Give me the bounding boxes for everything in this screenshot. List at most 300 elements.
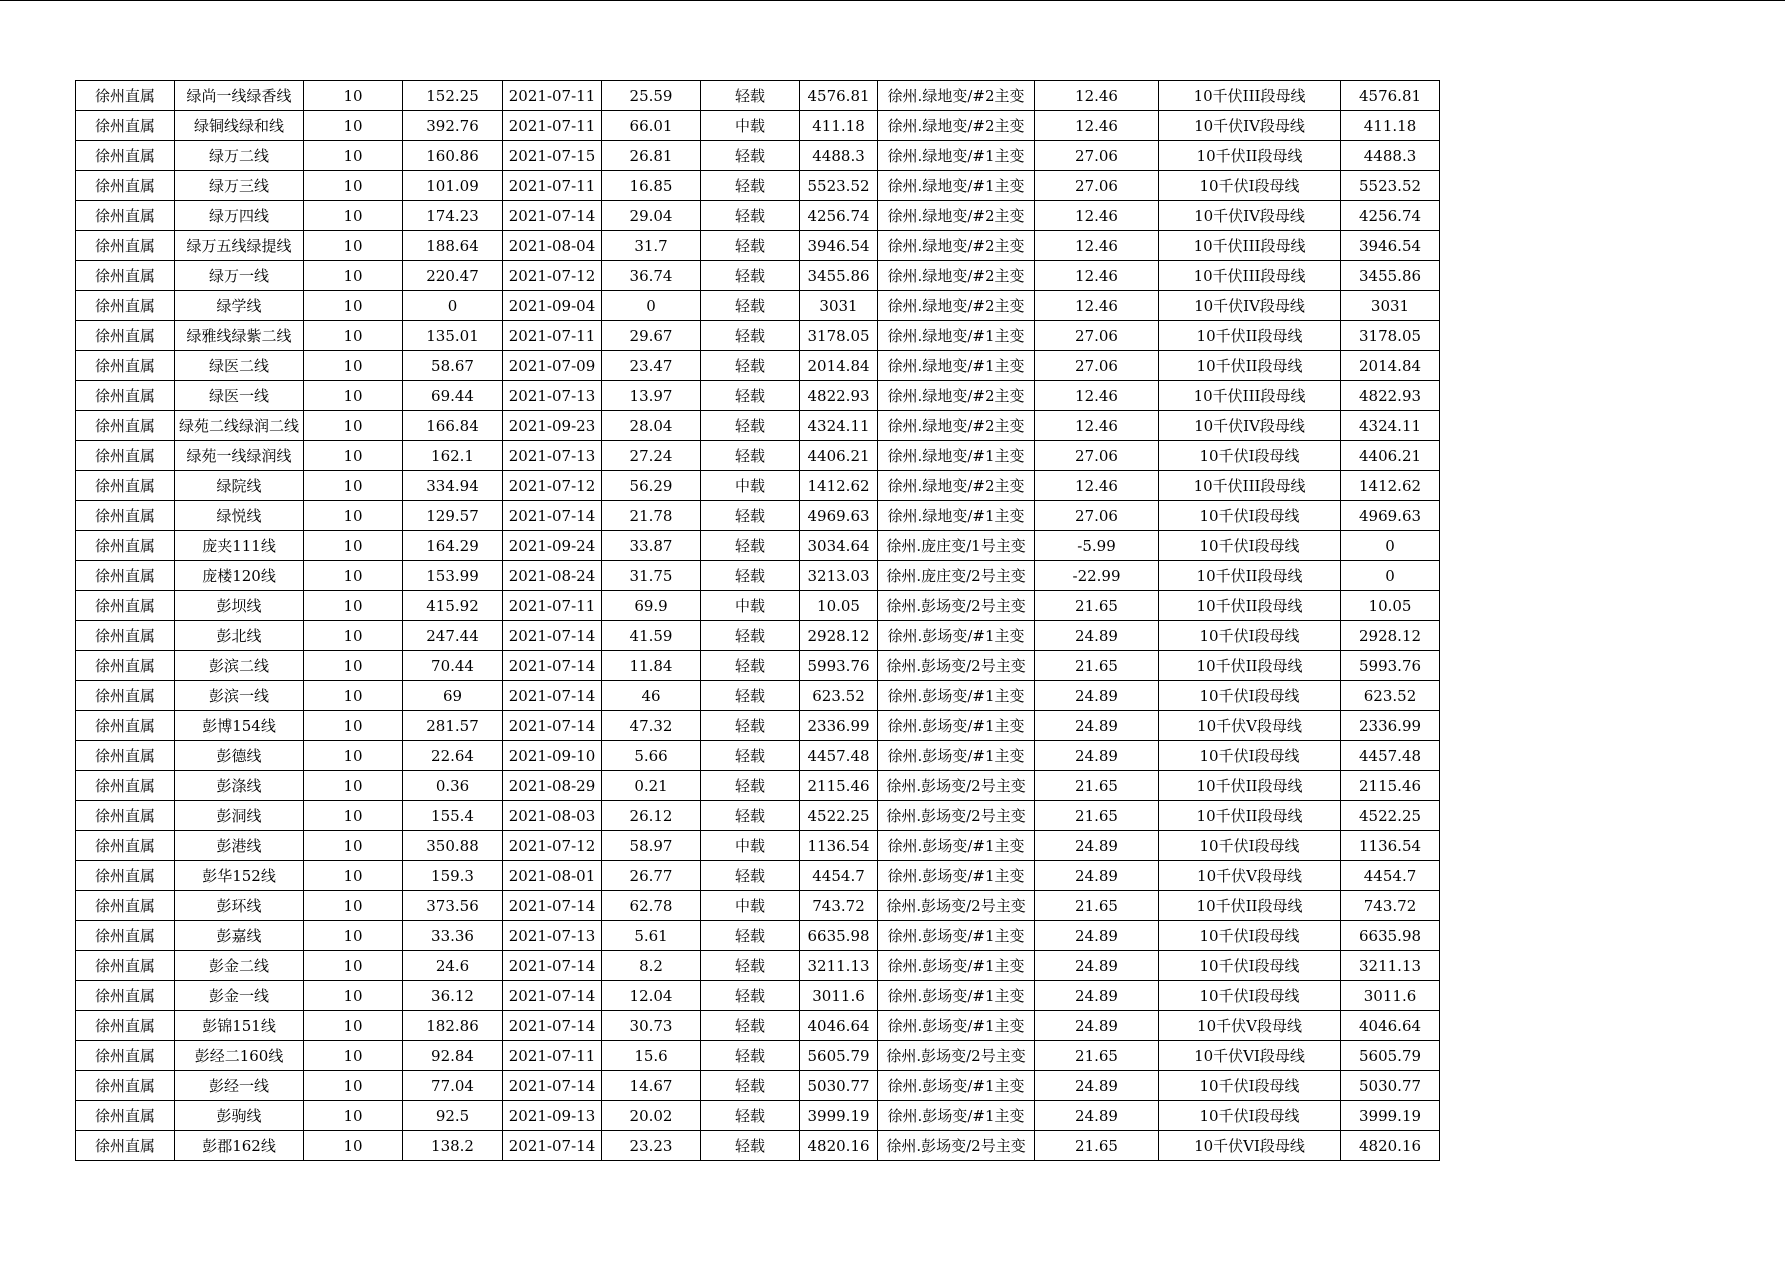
current-cell: 70.44 (403, 651, 503, 681)
line-name-cell: 彭郡162线 (175, 1131, 304, 1161)
line-name-cell: 彭坝线 (175, 591, 304, 621)
company-cell: 徐州直属 (76, 1071, 175, 1101)
date-cell: 2021-09-24 (503, 531, 602, 561)
transformer-margin-cell: 24.89 (1035, 621, 1159, 651)
date-cell: 2021-07-11 (503, 591, 602, 621)
transformer-cell: 徐州.绿地变/#2主变 (878, 201, 1035, 231)
date-cell: 2021-08-29 (503, 771, 602, 801)
date-cell: 2021-07-13 (503, 441, 602, 471)
current-cell: 24.6 (403, 951, 503, 981)
current-cell: 77.04 (403, 1071, 503, 1101)
transformer-margin-cell: 12.46 (1035, 81, 1159, 111)
transformer-margin-cell: 27.06 (1035, 501, 1159, 531)
busbar-cell: 10千伏I段母线 (1159, 741, 1341, 771)
load-rate-cell: 26.12 (602, 801, 701, 831)
date-cell: 2021-07-15 (503, 141, 602, 171)
load-rate-cell: 5.66 (602, 741, 701, 771)
voltage-cell: 10 (304, 411, 403, 441)
feeder-load-table (75, 80, 1440, 1161)
voltage-cell: 10 (304, 321, 403, 351)
date-cell: 2021-07-12 (503, 261, 602, 291)
voltage-cell: 10 (304, 1071, 403, 1101)
company-cell: 徐州直属 (76, 561, 175, 591)
current-cell: 101.09 (403, 171, 503, 201)
load-level-cell: 轻载 (701, 1041, 800, 1071)
page-top-rule (0, 0, 1785, 1)
line-name-cell: 彭北线 (175, 621, 304, 651)
available-capacity-cell: 4046.64 (1341, 1011, 1440, 1041)
available-capacity-cell: 4969.63 (1341, 501, 1440, 531)
available-capacity-cell: 2928.12 (1341, 621, 1440, 651)
capacity-margin-cell: 4046.64 (800, 1011, 878, 1041)
transformer-cell: 徐州.绿地变/#2主变 (878, 381, 1035, 411)
company-cell: 徐州直属 (76, 201, 175, 231)
load-level-cell: 中载 (701, 831, 800, 861)
voltage-cell: 10 (304, 111, 403, 141)
load-rate-cell: 14.67 (602, 1071, 701, 1101)
company-cell: 徐州直属 (76, 291, 175, 321)
available-capacity-cell: 3211.13 (1341, 951, 1440, 981)
load-level-cell: 轻载 (701, 681, 800, 711)
company-cell: 徐州直属 (76, 81, 175, 111)
load-level-cell: 轻载 (701, 411, 800, 441)
available-capacity-cell: 3946.54 (1341, 231, 1440, 261)
load-rate-cell: 26.77 (602, 861, 701, 891)
capacity-margin-cell: 4522.25 (800, 801, 878, 831)
voltage-cell: 10 (304, 261, 403, 291)
company-cell: 徐州直属 (76, 351, 175, 381)
transformer-margin-cell: 27.06 (1035, 351, 1159, 381)
busbar-cell: 10千伏II段母线 (1159, 771, 1341, 801)
company-cell: 徐州直属 (76, 381, 175, 411)
line-name-cell: 彭德线 (175, 741, 304, 771)
capacity-margin-cell: 1136.54 (800, 831, 878, 861)
transformer-cell: 徐州.绿地变/#2主变 (878, 231, 1035, 261)
line-name-cell: 绿尚一线绿香线 (175, 81, 304, 111)
voltage-cell: 10 (304, 171, 403, 201)
busbar-cell: 10千伏IV段母线 (1159, 201, 1341, 231)
line-name-cell: 彭洞线 (175, 801, 304, 831)
table-row (76, 591, 1440, 621)
transformer-margin-cell: 12.46 (1035, 291, 1159, 321)
transformer-cell: 徐州.彭场变/2号主变 (878, 1131, 1035, 1161)
company-cell: 徐州直属 (76, 1131, 175, 1161)
current-cell: 22.64 (403, 741, 503, 771)
date-cell: 2021-07-14 (503, 1071, 602, 1101)
transformer-cell: 徐州.绿地变/#1主变 (878, 351, 1035, 381)
capacity-margin-cell: 6635.98 (800, 921, 878, 951)
transformer-cell: 徐州.彭场变/2号主变 (878, 651, 1035, 681)
current-cell: 166.84 (403, 411, 503, 441)
transformer-margin-cell: 21.65 (1035, 651, 1159, 681)
voltage-cell: 10 (304, 1101, 403, 1131)
line-name-cell: 彭涤线 (175, 771, 304, 801)
transformer-margin-cell: 21.65 (1035, 591, 1159, 621)
table-row (76, 1041, 1440, 1071)
transformer-cell: 徐州.绿地变/#2主变 (878, 471, 1035, 501)
available-capacity-cell: 3999.19 (1341, 1101, 1440, 1131)
table-row (76, 321, 1440, 351)
load-level-cell: 轻载 (701, 741, 800, 771)
load-rate-cell: 25.59 (602, 81, 701, 111)
load-rate-cell: 62.78 (602, 891, 701, 921)
available-capacity-cell: 3178.05 (1341, 321, 1440, 351)
load-level-cell: 轻载 (701, 381, 800, 411)
load-level-cell: 中载 (701, 111, 800, 141)
capacity-margin-cell: 4576.81 (800, 81, 878, 111)
available-capacity-cell: 3031 (1341, 291, 1440, 321)
table-row (76, 951, 1440, 981)
load-rate-cell: 29.04 (602, 201, 701, 231)
available-capacity-cell: 623.52 (1341, 681, 1440, 711)
company-cell: 徐州直属 (76, 411, 175, 441)
available-capacity-cell: 411.18 (1341, 111, 1440, 141)
table-row (76, 861, 1440, 891)
table-row (76, 471, 1440, 501)
table-row (76, 831, 1440, 861)
date-cell: 2021-07-09 (503, 351, 602, 381)
capacity-margin-cell: 2336.99 (800, 711, 878, 741)
date-cell: 2021-07-14 (503, 951, 602, 981)
transformer-margin-cell: -5.99 (1035, 531, 1159, 561)
transformer-cell: 徐州.绿地变/#1主变 (878, 441, 1035, 471)
line-name-cell: 彭锦151线 (175, 1011, 304, 1041)
load-level-cell: 轻载 (701, 81, 800, 111)
line-name-cell: 绿院线 (175, 471, 304, 501)
voltage-cell: 10 (304, 501, 403, 531)
busbar-cell: 10千伏III段母线 (1159, 471, 1341, 501)
load-rate-cell: 47.32 (602, 711, 701, 741)
line-name-cell: 绿学线 (175, 291, 304, 321)
load-rate-cell: 0.21 (602, 771, 701, 801)
company-cell: 徐州直属 (76, 1041, 175, 1071)
date-cell: 2021-09-23 (503, 411, 602, 441)
voltage-cell: 10 (304, 291, 403, 321)
transformer-margin-cell: 27.06 (1035, 441, 1159, 471)
load-level-cell: 轻载 (701, 1071, 800, 1101)
line-name-cell: 庞楼120线 (175, 561, 304, 591)
available-capacity-cell: 4522.25 (1341, 801, 1440, 831)
load-level-cell: 轻载 (701, 921, 800, 951)
transformer-margin-cell: 24.89 (1035, 1071, 1159, 1101)
transformer-cell: 徐州.彭场变/2号主变 (878, 1041, 1035, 1071)
transformer-margin-cell: 21.65 (1035, 1131, 1159, 1161)
transformer-cell: 徐州.彭场变/#1主变 (878, 921, 1035, 951)
date-cell: 2021-07-11 (503, 81, 602, 111)
capacity-margin-cell: 411.18 (800, 111, 878, 141)
date-cell: 2021-07-11 (503, 111, 602, 141)
busbar-cell: 10千伏II段母线 (1159, 141, 1341, 171)
load-rate-cell: 20.02 (602, 1101, 701, 1131)
load-level-cell: 轻载 (701, 531, 800, 561)
voltage-cell: 10 (304, 441, 403, 471)
table-row (76, 621, 1440, 651)
capacity-margin-cell: 623.52 (800, 681, 878, 711)
current-cell: 92.5 (403, 1101, 503, 1131)
capacity-margin-cell: 4256.74 (800, 201, 878, 231)
line-name-cell: 绿苑二线绿润二线 (175, 411, 304, 441)
busbar-cell: 10千伏V段母线 (1159, 1011, 1341, 1041)
voltage-cell: 10 (304, 561, 403, 591)
load-rate-cell: 5.61 (602, 921, 701, 951)
current-cell: 135.01 (403, 321, 503, 351)
voltage-cell: 10 (304, 861, 403, 891)
available-capacity-cell: 0 (1341, 531, 1440, 561)
company-cell: 徐州直属 (76, 741, 175, 771)
transformer-margin-cell: -22.99 (1035, 561, 1159, 591)
table-row (76, 171, 1440, 201)
busbar-cell: 10千伏I段母线 (1159, 921, 1341, 951)
date-cell: 2021-07-11 (503, 321, 602, 351)
available-capacity-cell: 4488.3 (1341, 141, 1440, 171)
table-row (76, 141, 1440, 171)
load-rate-cell: 13.97 (602, 381, 701, 411)
voltage-cell: 10 (304, 381, 403, 411)
available-capacity-cell: 2336.99 (1341, 711, 1440, 741)
date-cell: 2021-07-14 (503, 891, 602, 921)
capacity-margin-cell: 3011.6 (800, 981, 878, 1011)
current-cell: 162.1 (403, 441, 503, 471)
available-capacity-cell: 5030.77 (1341, 1071, 1440, 1101)
table-row (76, 711, 1440, 741)
capacity-margin-cell: 4822.93 (800, 381, 878, 411)
load-level-cell: 轻载 (701, 1131, 800, 1161)
company-cell: 徐州直属 (76, 141, 175, 171)
table-row (76, 441, 1440, 471)
line-name-cell: 绿医一线 (175, 381, 304, 411)
line-name-cell: 彭博154线 (175, 711, 304, 741)
company-cell: 徐州直属 (76, 1101, 175, 1131)
transformer-margin-cell: 27.06 (1035, 141, 1159, 171)
transformer-cell: 徐州.绿地变/#1主变 (878, 141, 1035, 171)
date-cell: 2021-07-11 (503, 1041, 602, 1071)
load-rate-cell: 36.74 (602, 261, 701, 291)
voltage-cell: 10 (304, 621, 403, 651)
line-name-cell: 绿万二线 (175, 141, 304, 171)
load-level-cell: 轻载 (701, 951, 800, 981)
date-cell: 2021-08-24 (503, 561, 602, 591)
line-name-cell: 绿万四线 (175, 201, 304, 231)
busbar-cell: 10千伏IV段母线 (1159, 291, 1341, 321)
current-cell: 373.56 (403, 891, 503, 921)
load-rate-cell: 8.2 (602, 951, 701, 981)
available-capacity-cell: 10.05 (1341, 591, 1440, 621)
capacity-margin-cell: 3211.13 (800, 951, 878, 981)
transformer-cell: 徐州.彭场变/#1主变 (878, 621, 1035, 651)
load-rate-cell: 69.9 (602, 591, 701, 621)
available-capacity-cell: 1136.54 (1341, 831, 1440, 861)
table-row (76, 261, 1440, 291)
available-capacity-cell: 5605.79 (1341, 1041, 1440, 1071)
date-cell: 2021-07-11 (503, 171, 602, 201)
load-level-cell: 轻载 (701, 711, 800, 741)
available-capacity-cell: 4822.93 (1341, 381, 1440, 411)
load-rate-cell: 16.85 (602, 171, 701, 201)
transformer-margin-cell: 12.46 (1035, 411, 1159, 441)
busbar-cell: 10千伏I段母线 (1159, 621, 1341, 651)
available-capacity-cell: 4454.7 (1341, 861, 1440, 891)
capacity-margin-cell: 5605.79 (800, 1041, 878, 1071)
busbar-cell: 10千伏II段母线 (1159, 561, 1341, 591)
transformer-margin-cell: 12.46 (1035, 111, 1159, 141)
busbar-cell: 10千伏I段母线 (1159, 681, 1341, 711)
table-row (76, 981, 1440, 1011)
current-cell: 92.84 (403, 1041, 503, 1071)
current-cell: 58.67 (403, 351, 503, 381)
date-cell: 2021-07-14 (503, 621, 602, 651)
load-rate-cell: 29.67 (602, 321, 701, 351)
available-capacity-cell: 5523.52 (1341, 171, 1440, 201)
company-cell: 徐州直属 (76, 981, 175, 1011)
load-level-cell: 轻载 (701, 291, 800, 321)
transformer-cell: 徐州.彭场变/2号主变 (878, 591, 1035, 621)
transformer-margin-cell: 12.46 (1035, 381, 1159, 411)
voltage-cell: 10 (304, 141, 403, 171)
voltage-cell: 10 (304, 981, 403, 1011)
date-cell: 2021-08-04 (503, 231, 602, 261)
date-cell: 2021-07-13 (503, 921, 602, 951)
transformer-margin-cell: 12.46 (1035, 261, 1159, 291)
capacity-margin-cell: 3031 (800, 291, 878, 321)
current-cell: 159.3 (403, 861, 503, 891)
capacity-margin-cell: 5523.52 (800, 171, 878, 201)
capacity-margin-cell: 1412.62 (800, 471, 878, 501)
load-level-cell: 轻载 (701, 651, 800, 681)
company-cell: 徐州直属 (76, 171, 175, 201)
line-name-cell: 彭金二线 (175, 951, 304, 981)
company-cell: 徐州直属 (76, 681, 175, 711)
transformer-margin-cell: 21.65 (1035, 771, 1159, 801)
date-cell: 2021-09-13 (503, 1101, 602, 1131)
table-row (76, 561, 1440, 591)
transformer-margin-cell: 24.89 (1035, 1101, 1159, 1131)
table-row (76, 501, 1440, 531)
current-cell: 160.86 (403, 141, 503, 171)
load-rate-cell: 23.23 (602, 1131, 701, 1161)
available-capacity-cell: 4406.21 (1341, 441, 1440, 471)
transformer-cell: 徐州.彭场变/#1主变 (878, 681, 1035, 711)
voltage-cell: 10 (304, 891, 403, 921)
line-name-cell: 绿雅线绿紫二线 (175, 321, 304, 351)
available-capacity-cell: 2115.46 (1341, 771, 1440, 801)
line-name-cell: 彭驹线 (175, 1101, 304, 1131)
transformer-cell: 徐州.绿地变/#2主变 (878, 291, 1035, 321)
available-capacity-cell: 4457.48 (1341, 741, 1440, 771)
available-capacity-cell: 1412.62 (1341, 471, 1440, 501)
transformer-margin-cell: 12.46 (1035, 471, 1159, 501)
date-cell: 2021-07-14 (503, 651, 602, 681)
company-cell: 徐州直属 (76, 711, 175, 741)
date-cell: 2021-07-14 (503, 681, 602, 711)
transformer-cell: 徐州.绿地变/#2主变 (878, 111, 1035, 141)
capacity-margin-cell: 2115.46 (800, 771, 878, 801)
transformer-margin-cell: 21.65 (1035, 891, 1159, 921)
busbar-cell: 10千伏VI段母线 (1159, 1041, 1341, 1071)
load-rate-cell: 15.6 (602, 1041, 701, 1071)
busbar-cell: 10千伏II段母线 (1159, 591, 1341, 621)
busbar-cell: 10千伏IV段母线 (1159, 411, 1341, 441)
capacity-margin-cell: 5993.76 (800, 651, 878, 681)
voltage-cell: 10 (304, 801, 403, 831)
date-cell: 2021-08-01 (503, 861, 602, 891)
table-row (76, 201, 1440, 231)
load-rate-cell: 66.01 (602, 111, 701, 141)
company-cell: 徐州直属 (76, 621, 175, 651)
company-cell: 徐州直属 (76, 231, 175, 261)
load-level-cell: 中载 (701, 591, 800, 621)
line-name-cell: 绿万三线 (175, 171, 304, 201)
voltage-cell: 10 (304, 1131, 403, 1161)
available-capacity-cell: 743.72 (1341, 891, 1440, 921)
available-capacity-cell: 5993.76 (1341, 651, 1440, 681)
voltage-cell: 10 (304, 771, 403, 801)
voltage-cell: 10 (304, 201, 403, 231)
company-cell: 徐州直属 (76, 531, 175, 561)
transformer-margin-cell: 24.89 (1035, 951, 1159, 981)
busbar-cell: 10千伏III段母线 (1159, 381, 1341, 411)
load-rate-cell: 58.97 (602, 831, 701, 861)
transformer-cell: 徐州.庞庄变/2号主变 (878, 561, 1035, 591)
busbar-cell: 10千伏II段母线 (1159, 321, 1341, 351)
transformer-cell: 徐州.彭场变/#1主变 (878, 861, 1035, 891)
transformer-cell: 徐州.绿地变/#1主变 (878, 321, 1035, 351)
voltage-cell: 10 (304, 231, 403, 261)
capacity-margin-cell: 4324.11 (800, 411, 878, 441)
available-capacity-cell: 3455.86 (1341, 261, 1440, 291)
capacity-margin-cell: 2014.84 (800, 351, 878, 381)
line-name-cell: 彭华152线 (175, 861, 304, 891)
transformer-margin-cell: 24.89 (1035, 981, 1159, 1011)
table-row (76, 411, 1440, 441)
line-name-cell: 彭嘉线 (175, 921, 304, 951)
transformer-cell: 徐州.绿地变/#1主变 (878, 171, 1035, 201)
company-cell: 徐州直属 (76, 321, 175, 351)
date-cell: 2021-07-14 (503, 501, 602, 531)
load-rate-cell: 46 (602, 681, 701, 711)
company-cell: 徐州直属 (76, 591, 175, 621)
current-cell: 69 (403, 681, 503, 711)
voltage-cell: 10 (304, 681, 403, 711)
table-row (76, 1011, 1440, 1041)
table-body (76, 81, 1440, 1161)
transformer-margin-cell: 24.89 (1035, 861, 1159, 891)
busbar-cell: 10千伏IV段母线 (1159, 111, 1341, 141)
current-cell: 415.92 (403, 591, 503, 621)
available-capacity-cell: 4256.74 (1341, 201, 1440, 231)
transformer-cell: 徐州.彭场变/#1主变 (878, 981, 1035, 1011)
transformer-cell: 徐州.彭场变/#1主变 (878, 741, 1035, 771)
current-cell: 129.57 (403, 501, 503, 531)
capacity-margin-cell: 3178.05 (800, 321, 878, 351)
load-level-cell: 轻载 (701, 561, 800, 591)
current-cell: 334.94 (403, 471, 503, 501)
voltage-cell: 10 (304, 81, 403, 111)
load-level-cell: 轻载 (701, 1101, 800, 1131)
line-name-cell: 彭金一线 (175, 981, 304, 1011)
voltage-cell: 10 (304, 831, 403, 861)
company-cell: 徐州直属 (76, 831, 175, 861)
current-cell: 33.36 (403, 921, 503, 951)
busbar-cell: 10千伏II段母线 (1159, 801, 1341, 831)
date-cell: 2021-07-14 (503, 981, 602, 1011)
load-level-cell: 轻载 (701, 231, 800, 261)
date-cell: 2021-07-14 (503, 201, 602, 231)
company-cell: 徐州直属 (76, 921, 175, 951)
date-cell: 2021-07-14 (503, 711, 602, 741)
busbar-cell: 10千伏II段母线 (1159, 351, 1341, 381)
load-level-cell: 轻载 (701, 261, 800, 291)
load-level-cell: 轻载 (701, 981, 800, 1011)
